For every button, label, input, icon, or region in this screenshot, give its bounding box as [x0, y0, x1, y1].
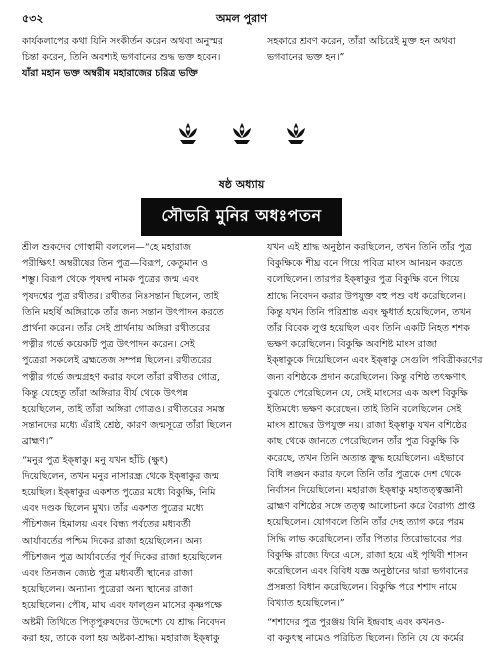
text-line: আর্যাবর্তের পশ্চিম দিকের রাজা হয়েছিলেন। অন্য: [22, 535, 202, 547]
page-number: ৫৩২: [22, 12, 44, 25]
text-line: করা হয়, তাকে বলা হয় অষ্টকা-শ্রাদ্ধ। মহারাজ ইক্ষ্বাকু: [22, 632, 220, 644]
text-line: পুত্রেরা সকলেই ব্রহ্মতেজ সম্পন্ন ছিলেন। রথীতরের: [22, 355, 212, 367]
text-line: বিকুক্ষিকে শীঘ্র বনে গিয়ে পবিত্র মাংস আনয়ন করতে: [267, 258, 463, 270]
chapter-label: ষষ্ঠ অধ্যায়: [218, 178, 265, 191]
text-line: হয়েছিলেন। যোগবলে তিনি তাঁর দেহ ত্যাগ করে পরম: [267, 517, 465, 529]
text-line: “মনুর পুত্র ইক্ষ্বাকু। মনু যখন হাঁচি (ক্ষুৎ): [22, 454, 169, 466]
text-line: ইক্ষ্বাকুকে দিয়েছিলেন এবং ইক্ষ্বাকু সেগুলি পবিত্রীকরণের: [267, 355, 483, 367]
text-line: বা ককুৎস্থ নামেও পরিচিত ছিলেন। তিনি যে যে কর্মের: [267, 632, 465, 644]
text-line: পরীক্ষিৎ! অম্বরীষের তিন পুত্র—বিরূপ, কেতুমান ও: [22, 258, 209, 270]
text-line: শ্রাদ্ধে নিবেদন করার উপযুক্ত বহু পশু বধ করেছিলেন।: [267, 290, 466, 302]
text-line: পত্নীর গর্ভে কয়েকটি পুত্র উৎপাদন করেন। সেই: [22, 339, 195, 351]
text-line: প্রসন্নতা বিধান করেছিলেন। বিকুক্ষি পরে শশাদ নামে: [267, 582, 457, 594]
text-line: হয়েছিলেন। পৌষ, মাঘ এবং ফাল্গুন মাসের কৃষ্ণপক্ষে: [22, 600, 222, 612]
text-line: হয়েছিল। ইক্ষ্বাকুর একশত পুত্রের মধ্যে বিকুক্ষি, নিমি: [22, 487, 216, 499]
text-line: বিখ্যাত হয়েছিলেন।”: [267, 598, 345, 610]
text-line: ভগবানের ভক্ত হন।”: [267, 52, 345, 64]
text-line: হয়েছিলেন, তাই তাঁরা অঙ্গিরা গোত্রও। রথীতরের সমস্ত: [22, 404, 225, 416]
text-line: এবং দণ্ডক ছিলেন মুখ্য। তাঁর একশত পুত্রের মধ্যে: [22, 503, 204, 515]
text-line: যাঁরা মহান ভক্ত অম্বরীষ মহারাজের চরিত্র ভক্তি: [22, 68, 198, 80]
text-line: সন্তানদের মধ্যে এঁরাই শ্রেষ্ঠ, কারণ জন্মসূত্রে তাঁরা ছিলেন: [22, 420, 232, 432]
text-line: যখন এই শ্রাদ্ধ অনুষ্ঠান করছিলেন, তখন তিনি তাঁর পুত্র: [267, 242, 472, 253]
text-line: তিনি মহর্ষি অঙ্গিরাকে তাঁর জন্য সন্তান উৎপাদন করতে: [22, 306, 224, 318]
page-header: [22, 10, 461, 28]
text-line: এবং তিনজন জ্যেষ্ঠ পুত্র মধ্যবর্তী স্থানের রাজা: [22, 568, 193, 580]
continued-text-right-column: [267, 34, 483, 66]
text-line: কিন্তু যখন তিনি পরিশ্রান্ত এবং ক্ষুধার্ত হয়েছিলেন, তখন: [267, 306, 472, 318]
text-line: সিদ্ধি লাভ করেছিলেন। তাঁর পিতার তিরোভাবের পর: [267, 533, 462, 545]
text-line: ব্রাহ্মণ।”: [22, 436, 54, 448]
text-line: পত্নীর গর্ভে জন্মগ্রহণ করার ফলে তাঁরা রথীতর গোত্র,: [22, 371, 220, 383]
chapter-title-wrap: [0, 198, 483, 236]
text-line: মাংস শ্রাদ্ধের উপযুক্ত নয়। রাজা ইক্ষ্বাকু যখন বশিষ্ঠের: [267, 420, 467, 432]
text-line: বিকুক্ষি রাজ্যে ফিরে এসে, রাজা হয়ে এই পৃথিবী শাসন: [267, 549, 468, 561]
text-line: বিধি লঙ্ঘন করার ফলে তিনি তাঁর পুত্রকে দেশ থেকে: [267, 468, 461, 480]
body-left-column: [22, 240, 248, 647]
text-line: ভক্ষণ করেছিলেন। বিকুক্ষি অবশিষ্ট মাংস রাজা: [267, 339, 437, 351]
continued-text: [22, 34, 461, 94]
text-line: শ্রীল শুকদেব গোস্বামী বললেন—“হে মহারাজ: [22, 242, 191, 253]
text-line: করেছিলেন এবং বিবিধ যজ্ঞ অনুষ্ঠানের দ্বারা ভগবানের: [267, 566, 469, 578]
text-line: জন্য বশিষ্ঠকে প্রদান করেছিলেন। কিন্তু বশিষ্ঠ তৎক্ষণাৎ: [267, 371, 467, 383]
section-ornaments: [0, 120, 483, 154]
text-line: পঁচিশজন পুত্র আর্যাবর্তের পূর্ব দিকের রাজা হয়েছিলেন: [22, 551, 223, 563]
text-line: সহকারে শ্রবণ করেন, তাঁরা অচিরেই মুক্ত হন অথবা: [267, 36, 456, 47]
lotus-ornament-icon: [282, 120, 310, 148]
running-title: অমল পুরাণ: [215, 12, 268, 25]
text-line: অষ্টমী তিথিতে পিতৃপুরুষদের উদ্দেশ্যে যে শ্রাদ্ধ নিবেদন: [22, 616, 226, 628]
text-line: চিন্তা করেন, তিনি অবশ্যই ভগবানের শুদ্ধ ভক্ত হবেন।: [22, 52, 221, 64]
text-line: পঁচিশজন হিমালয় এবং বিন্ধ্য পর্বতের মধ্যবর্তী: [22, 519, 191, 531]
chapter-title: সৌভরি মুনির অধঃপতন: [141, 198, 341, 236]
text-line: তাঁর বিবেক লুপ্ত হয়েছিল এবং তিনি একটি নিহত শশক: [267, 323, 470, 335]
chapter-body: [22, 240, 483, 660]
text-line: নির্বাসন দিয়েছিলেন। মহারাজ ইক্ষ্বাকু মহাতত্ত্বজ্ঞানী: [267, 485, 463, 497]
lotus-ornament-icon: [228, 120, 256, 148]
text-line: “শশাদের পুত্র পুরঞ্জয় যিনি ইন্দ্রবাহ এবং কখনও-: [267, 616, 445, 628]
body-right-column: [267, 240, 483, 647]
continued-text-left-column: [22, 34, 248, 83]
text-line: হয়েছিলেন। অন্যান্য পুত্রেরা অন্য স্থানের রাজা: [22, 584, 193, 596]
text-line: ইতিমধ্যে ভক্ষণ করেছেন। তাই তিনি বলেছিলেন সেই: [267, 404, 462, 416]
lotus-ornament-icon: [174, 120, 202, 148]
text-line: প্রার্থনা করেন। তাঁর সেই প্রার্থনায় অঙ্গিরা রথীতরের: [22, 323, 211, 335]
text-line: ব্রাহ্মণ বশিষ্ঠের সঙ্গে তত্ত্ব আলোচনা করে বৈরাগ্য প্রাপ্ত: [267, 501, 476, 513]
text-line: দিয়েছিলেন, তখন মনুর নাসারন্ধ্র থেকে ইক্ষ্বাকুর জন্ম: [22, 470, 220, 482]
text-line: বলেছিলেন। তারপর ইক্ষ্বাকুর পুত্র বিকুক্ষি বনে গিয়ে: [267, 274, 460, 286]
text-line: শম্ভু। বিরূপ থেকে পৃষদশ্ব নামক পুত্রের জন্ম এবং: [22, 274, 199, 286]
text-line: পৃষদশ্বের পুত্র রথীতর। রথীতর নিঃসন্তান ছিলেন, তাই: [22, 290, 219, 302]
text-line: করেছে, তখন তিনি অত্যন্ত ক্রুদ্ধ হয়েছিলেন। এইভাবে: [267, 452, 465, 464]
text-line: বুঝতে পেরেছিলেন যে, সেই মাংসের এক অংশ বিকুক্ষি: [267, 387, 468, 399]
text-line: কিন্তু যেহেতু তাঁরা অঙ্গিরার বীর্য থেকে উৎপন্ন: [22, 387, 188, 399]
text-line: কার্যকলাপের কথা যিনি সংকীর্তন করেন অথবা অনুস্মর: [22, 36, 224, 47]
text-line: কাছ থেকে জানতে পেরেছিলেন তাঁর পুত্র বিকুক্ষি কি: [267, 436, 459, 448]
